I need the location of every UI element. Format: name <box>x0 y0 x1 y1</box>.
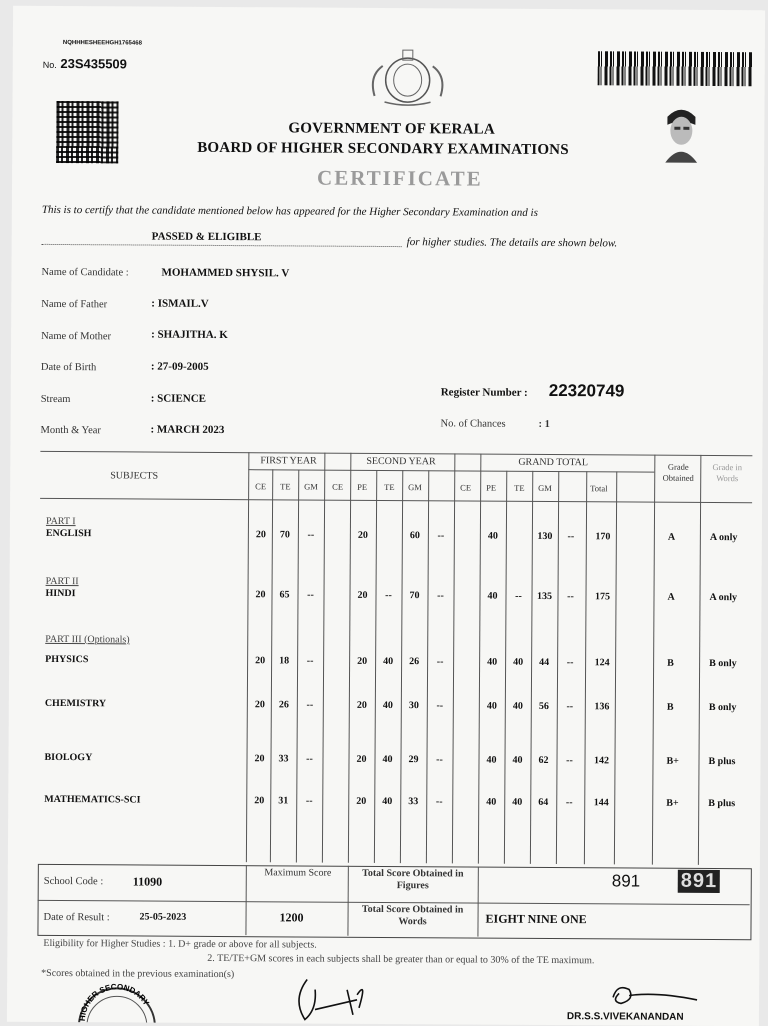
col-gm: GM <box>304 481 318 491</box>
score-cell-gt-ce: 40 <box>481 531 505 542</box>
total-words: EIGHT NINE ONE <box>485 912 586 928</box>
table-subheader-line <box>248 469 654 472</box>
grade-obtained: B <box>667 702 674 713</box>
status-value: PASSED & ELIGIBLE <box>152 231 262 244</box>
words-label: Total Score Obtained in Words <box>349 904 475 929</box>
score-cell-sy-ce: 20 <box>350 700 374 711</box>
register-label: Register Number : <box>441 386 528 399</box>
subjects-header: SUBJECTS <box>110 470 158 481</box>
score-cell-total: 175 <box>589 591 615 602</box>
score-cell-sy-gm: -- <box>429 530 453 541</box>
summary-col-divider <box>478 867 479 903</box>
score-cell-sy-te: 60 <box>403 530 427 541</box>
gov-title: GOVERNMENT OF KERALA <box>288 120 495 138</box>
score-cell-gt-pe: 40 <box>505 797 529 808</box>
score-cell-gt-pe: 40 <box>506 657 530 668</box>
grade-in-words: B only <box>709 658 737 669</box>
score-cell-gt-ce: 40 <box>479 755 503 766</box>
col-pe: PE <box>486 483 496 493</box>
certificate-page <box>7 6 765 1026</box>
score-cell-fy-te: 33 <box>271 753 295 764</box>
state-emblem-icon <box>364 46 450 109</box>
score-cell-gt-gm: -- <box>557 797 581 808</box>
figures-label: Total Score Obtained in Figures <box>350 868 476 893</box>
score-cell-total: 170 <box>590 531 616 542</box>
score-cell-gt-ce: 40 <box>479 797 503 808</box>
col-divider <box>584 471 587 864</box>
first-year-header: FIRST YEAR <box>260 455 316 466</box>
grade-in-words: A only <box>709 592 737 603</box>
dob-value: : 27-09-2005 <box>151 361 209 373</box>
score-cell-total: 124 <box>589 657 615 668</box>
score-cell-sy-pe: 40 <box>376 700 400 711</box>
grade-in-words: B plus <box>708 756 735 767</box>
table-row <box>13 6 765 11</box>
name-label: Name of Candidate : <box>41 267 128 279</box>
score-cell-sy-ce: 20 <box>349 754 373 765</box>
table-row <box>13 6 765 11</box>
score-cell-fy-ce: 20 <box>249 529 273 540</box>
grade-obtained: A <box>667 592 674 603</box>
score-cell-fy-te: 18 <box>272 655 296 666</box>
col-gm: GM <box>408 482 422 492</box>
dob-label: Date of Birth <box>41 362 96 373</box>
grade-words-header: Grade in Words <box>702 462 752 484</box>
score-cell-fy-gm: -- <box>299 529 323 540</box>
grade-obtained: B <box>667 658 674 669</box>
stream-label: Stream <box>41 394 71 405</box>
score-cell-gt-gm: -- <box>557 755 581 766</box>
result-date-value: 25-05-2023 <box>140 912 187 923</box>
score-cell-fy-ce: 20 <box>247 753 271 764</box>
chances-value: : 1 <box>539 419 550 430</box>
school-code-value: 11090 <box>133 874 162 889</box>
score-cell-sy-te: 70 <box>402 590 426 601</box>
score-cell-gt-te: 64 <box>531 797 555 808</box>
score-cell-gt-te: 44 <box>532 657 556 668</box>
score-cell-sy-ce: 20 <box>351 530 375 541</box>
score-cell-fy-te: 65 <box>272 589 296 600</box>
signatory-name: DR.S.S.VIVEKANANDAN <box>567 1011 684 1023</box>
table-row <box>13 6 765 11</box>
second-year-header: SECOND YEAR <box>366 456 435 467</box>
col-te: TE <box>514 483 524 493</box>
board-title: BOARD OF HIGHER SECONDARY EXAMINATIONS <box>197 140 569 159</box>
score-cell-sy-pe: 40 <box>375 796 399 807</box>
score-cell-fy-ce: 20 <box>247 795 271 806</box>
col-ce: CE <box>255 481 266 491</box>
score-cell-sy-gm: -- <box>427 796 451 807</box>
score-cell-gt-pe: 40 <box>506 701 530 712</box>
father-label: Name of Father <box>41 299 107 310</box>
table-row <box>13 6 765 11</box>
subject-name: ENGLISH <box>46 528 92 539</box>
month-label: Month & Year <box>40 425 100 436</box>
candidate-name: MOHAMMED SHYSIL. V <box>161 267 289 280</box>
table-row <box>13 6 765 11</box>
col-total: Total <box>590 483 607 493</box>
col-ce: CE <box>332 482 343 492</box>
score-cell-fy-ce: 20 <box>248 655 272 666</box>
score-cell-fy-ce: 20 <box>248 699 272 710</box>
score-cell-sy-ce: 20 <box>350 656 374 667</box>
score-cell-sy-te: 29 <box>401 754 425 765</box>
score-cell-fy-gm: -- <box>298 589 322 600</box>
score-cell-fy-ce: 20 <box>248 589 272 600</box>
score-cell-sy-te: 30 <box>402 700 426 711</box>
score-cell-gt-gm: -- <box>558 657 582 668</box>
col-te: TE <box>280 481 290 491</box>
intro-line2: for higher studies. The details are shown below. <box>407 236 618 249</box>
month-value: : MARCH 2023 <box>150 424 224 436</box>
score-cell-gt-ce: 40 <box>480 591 504 602</box>
subject-name: PHYSICS <box>45 654 88 665</box>
score-cell-fy-te: 70 <box>273 529 297 540</box>
score-cell-sy-pe: 40 <box>376 656 400 667</box>
score-cell-fy-gm: -- <box>297 753 321 764</box>
serial-value: 23S435509 <box>60 56 127 71</box>
total-figures-stamp: 891 <box>678 870 721 893</box>
score-cell-fy-gm: -- <box>298 655 322 666</box>
grade-obtained: B+ <box>666 756 678 767</box>
score-cell-fy-te: 31 <box>271 795 295 806</box>
subject-name: BIOLOGY <box>44 752 92 763</box>
part2-label: PART II <box>46 576 79 587</box>
eligibility-note-2: 2. TE/TE+GM scores in each subjects shall be greater than or equal to 30% of the TE maximum. <box>207 953 594 966</box>
board-seal-icon <box>47 981 157 1023</box>
status-line <box>42 230 402 247</box>
score-cell-sy-te: 33 <box>401 796 425 807</box>
barcode-icon <box>598 51 753 86</box>
subject-name: CHEMISTRY <box>45 698 106 709</box>
score-cell-sy-gm: -- <box>428 700 452 711</box>
intro-line1: This is to certify that the candidate mentioned below has appeared for the Higher Secondary Examination and is <box>42 204 538 219</box>
col-divider <box>652 455 656 865</box>
score-cell-fy-te: 26 <box>272 699 296 710</box>
small-code: NQHHHESHEEHGH1765468 <box>63 40 142 46</box>
eligibility-note-1: Eligibility for Higher Studies : 1. D+ grade or above for all subjects. <box>43 938 316 951</box>
score-cell-fy-gm: -- <box>298 699 322 710</box>
max-score-label: Maximum Score <box>253 867 343 880</box>
summary-col-divider <box>477 903 478 937</box>
score-cell-total: 144 <box>588 797 614 808</box>
col-gm: GM <box>538 483 552 493</box>
chances-label: No. of Chances <box>441 418 506 429</box>
score-cell-gt-pe: 40 <box>505 755 529 766</box>
subject-name: HINDI <box>45 588 75 599</box>
col-divider <box>322 453 326 863</box>
table-row <box>13 6 765 11</box>
part3-label: PART III (Optionals) <box>45 634 129 646</box>
score-cell-sy-gm: -- <box>427 754 451 765</box>
grand-total-header: GRAND TOTAL <box>518 457 588 468</box>
grade-in-words: B plus <box>708 798 735 809</box>
register-number: 22320749 <box>549 381 625 401</box>
score-cell-total: 142 <box>588 755 614 766</box>
score-cell-sy-pe: -- <box>376 590 400 601</box>
mother-name: : SHAJITHA. K <box>151 329 228 341</box>
total-figures: 891 <box>612 871 640 891</box>
signature-1 <box>287 969 407 1024</box>
score-cell-gt-te: 135 <box>532 591 556 602</box>
score-cell-gt-te: 62 <box>531 755 555 766</box>
col-te: TE <box>384 482 394 492</box>
score-cell-sy-pe: 40 <box>375 754 399 765</box>
score-cell-gt-te: 56 <box>532 701 556 712</box>
father-name: : ISMAIL.V <box>151 298 209 310</box>
col-divider <box>452 453 456 863</box>
school-code-label: School Code : <box>44 876 104 887</box>
certificate-heading: CERTIFICATE <box>317 166 483 192</box>
score-cell-total: 136 <box>589 701 615 712</box>
stream-value: : SCIENCE <box>151 393 206 405</box>
previous-exam-note: *Scores obtained in the previous examination(s) <box>41 968 234 980</box>
score-cell-sy-gm: -- <box>428 590 452 601</box>
score-cell-gt-ce: 40 <box>480 657 504 668</box>
mother-label: Name of Mother <box>41 331 111 342</box>
score-cell-fy-gm: -- <box>297 795 321 806</box>
grade-obtained: B+ <box>666 798 678 809</box>
score-cell-gt-gm: -- <box>558 591 582 602</box>
score-cell-gt-te: 130 <box>533 531 557 542</box>
signature-2 <box>607 979 707 1010</box>
score-cell-sy-ce: 20 <box>349 796 373 807</box>
serial-number <box>43 56 127 72</box>
score-cell-sy-ce: 20 <box>350 590 374 601</box>
max-score-value: 1200 <box>279 910 303 925</box>
score-cell-gt-ce: 40 <box>480 701 504 712</box>
col-divider <box>698 455 702 865</box>
subject-name: MATHEMATICS-SCI <box>44 794 140 806</box>
grade-in-words: B only <box>709 702 737 713</box>
grade-obtained-header: Grade Obtained <box>656 462 700 484</box>
score-cell-gt-gm: -- <box>558 701 582 712</box>
score-cell-gt-gm: -- <box>559 531 583 542</box>
score-cell-sy-te: 26 <box>402 656 426 667</box>
marks-rows <box>13 6 765 11</box>
part1-label: PART I <box>46 516 76 527</box>
candidate-photo <box>662 105 700 163</box>
result-date-label: Date of Result : <box>44 912 110 923</box>
seal-text: HIGHER SECONDARY <box>78 982 152 1022</box>
score-cell-gt-pe: -- <box>506 591 530 602</box>
col-ce: CE <box>460 482 471 492</box>
grade-obtained: A <box>668 532 675 543</box>
col-pe: PE <box>357 482 367 492</box>
qr-code-icon <box>56 101 118 163</box>
table-header-border <box>40 498 752 503</box>
score-cell-sy-gm: -- <box>428 656 452 667</box>
serial-label: No. <box>43 60 57 70</box>
grade-in-words: A only <box>710 532 738 543</box>
